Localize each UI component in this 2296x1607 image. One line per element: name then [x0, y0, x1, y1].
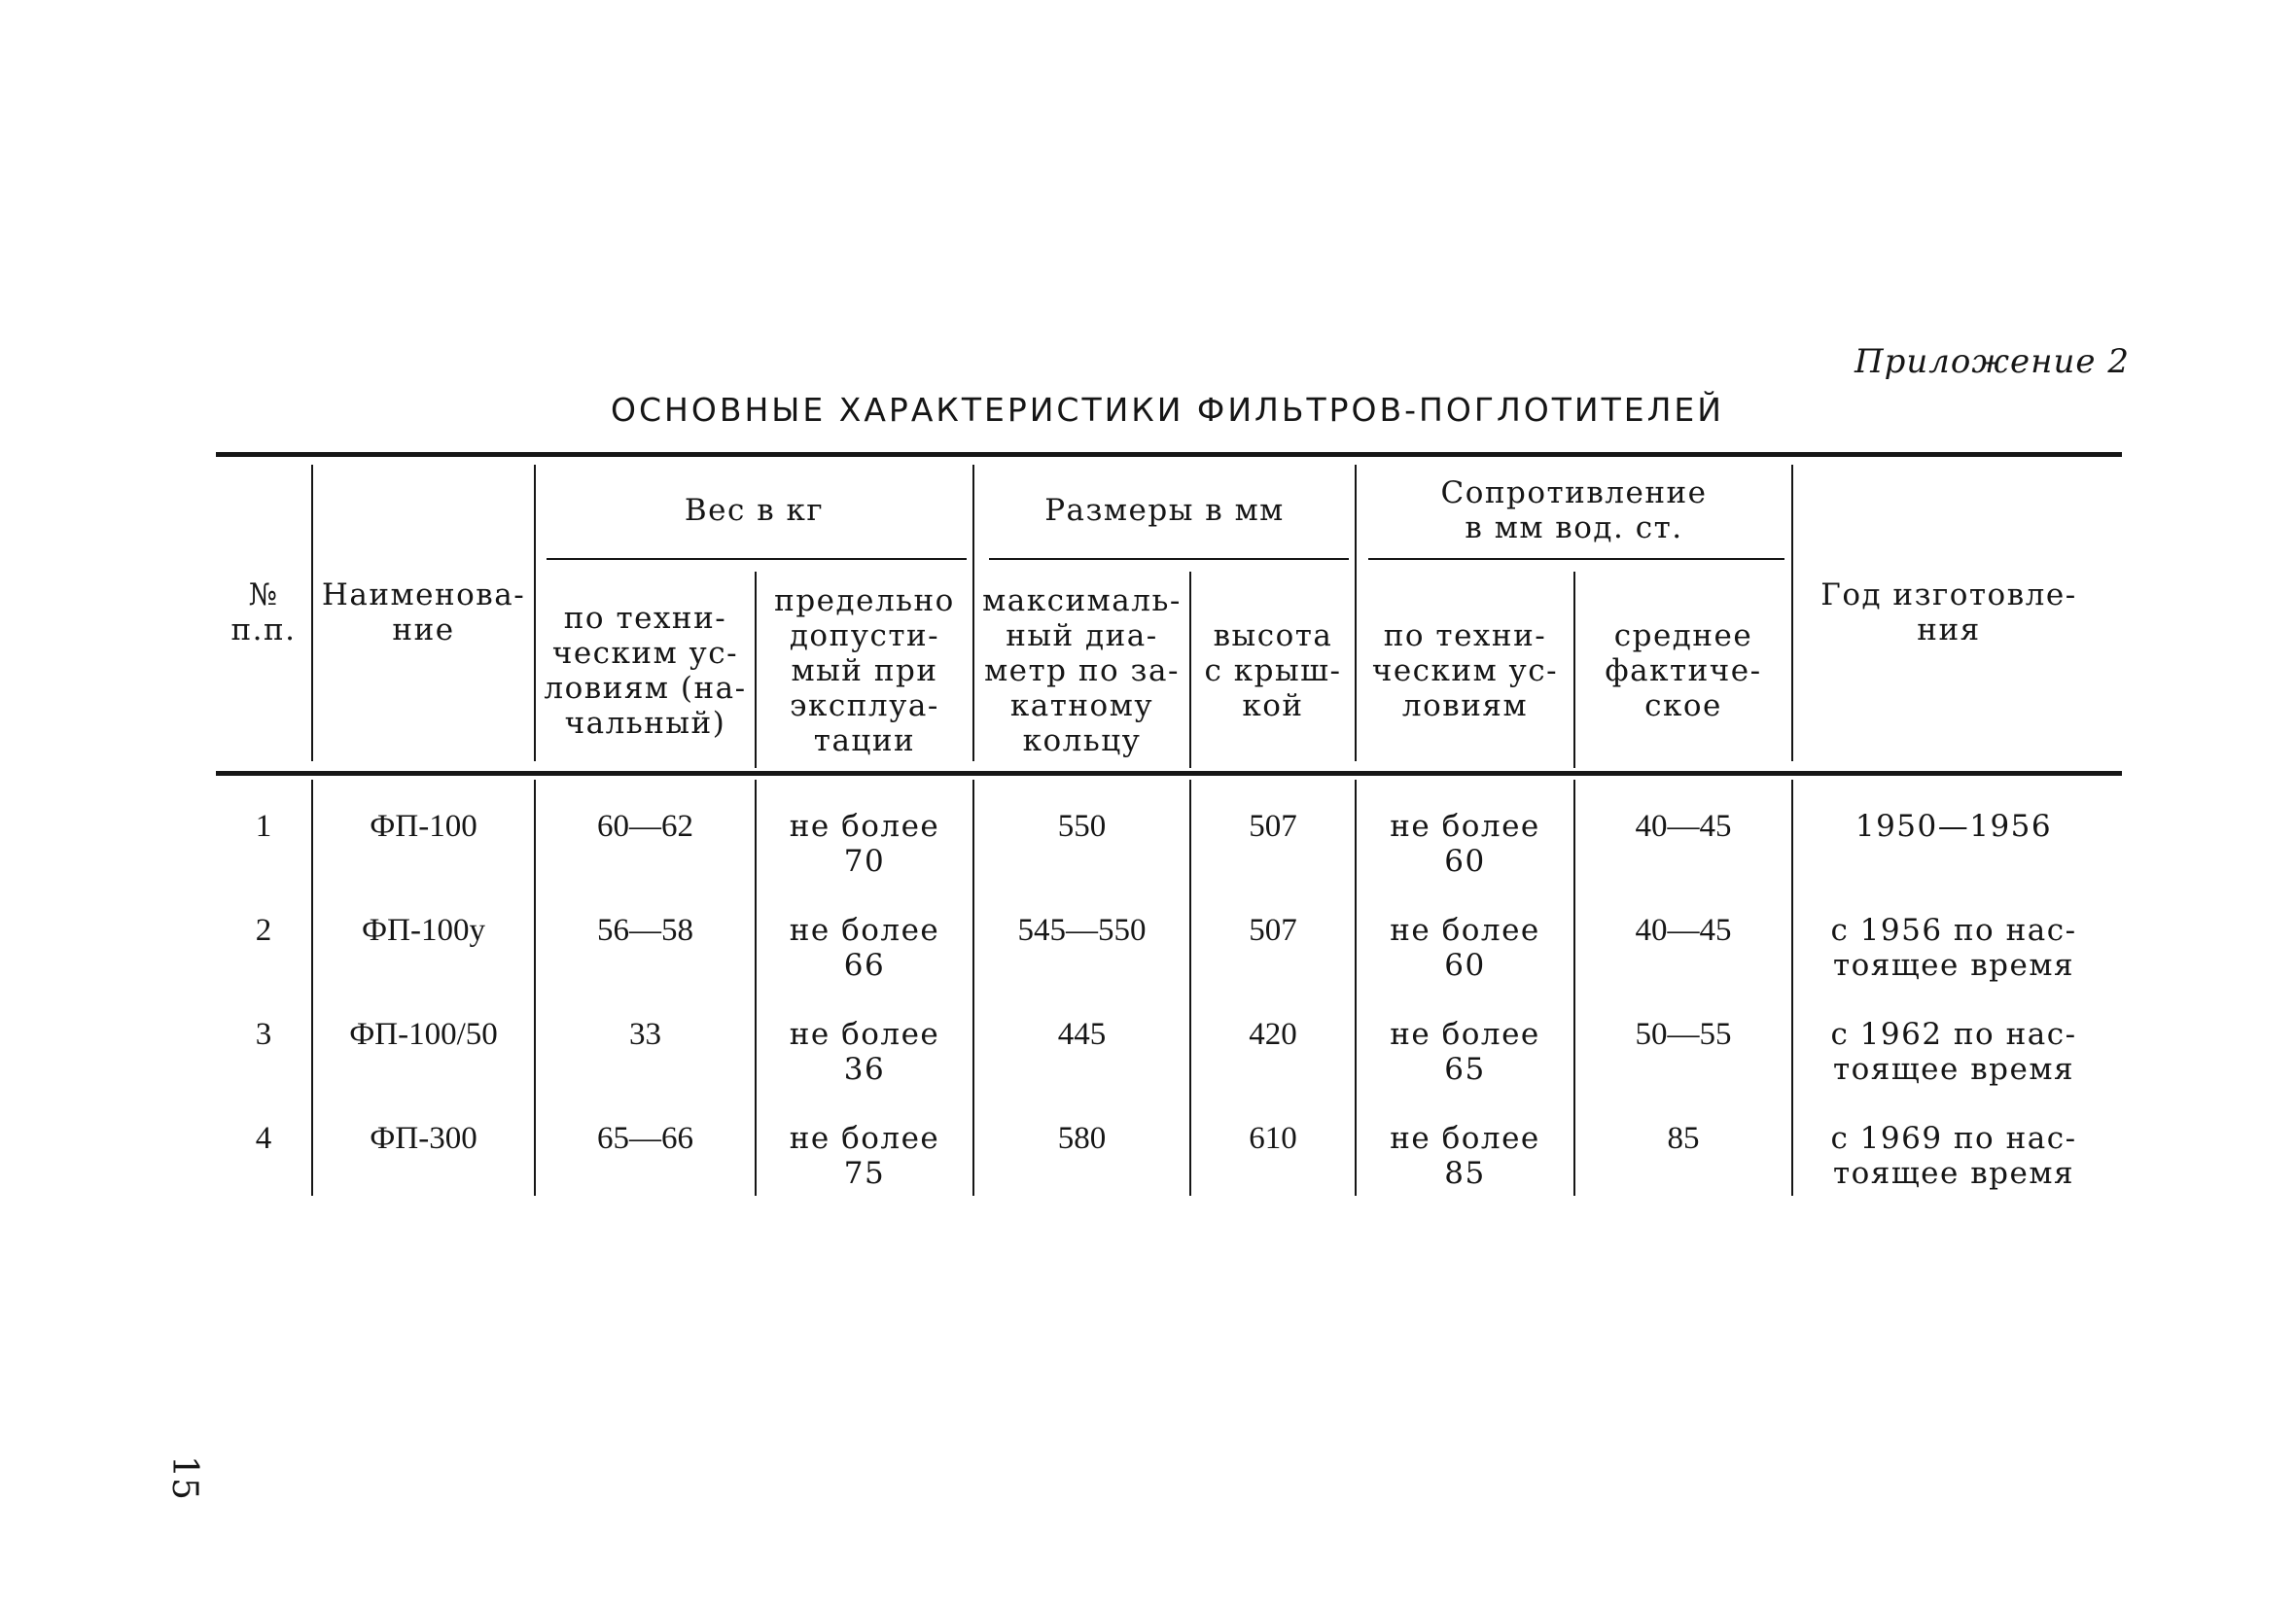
cell-height: 507 [1249, 809, 1297, 844]
page-number: 15 [164, 1455, 205, 1500]
cell-height: 610 [1249, 1121, 1297, 1156]
header-weight-limit: предельно допусти- мый при эксплуа- тации [774, 583, 955, 758]
cell-diameter: 445 [1057, 1017, 1107, 1052]
appendix-label: Приложение 2 [1854, 342, 2130, 381]
header-resistance-average: среднее фактиче- ское [1605, 618, 1762, 723]
cell-resistance-avg: 85 [1667, 1121, 1700, 1156]
cell-height: 507 [1249, 913, 1297, 948]
cell-name: ФП-300 [370, 1121, 477, 1156]
header-resistance-group: Сопротивление в мм вод. ст. [1440, 475, 1708, 545]
cell-year: с 1956 по нас- тоящее время [1830, 913, 2077, 983]
cell-weight-limit: не более 70 [789, 809, 940, 879]
header-size-group: Размеры в мм [1044, 493, 1285, 528]
group-underline [989, 558, 1349, 560]
table-title: ОСНОВНЫЕ ХАРАКТЕРИСТИКИ ФИЛЬТРОВ-ПОГЛОТИТЕЛЕЙ [611, 391, 1724, 429]
cell-resistance-avg: 40—45 [1635, 913, 1732, 948]
cell-diameter: 580 [1057, 1121, 1107, 1156]
cell-diameter: 550 [1057, 809, 1107, 844]
cell-num: 4 [255, 1121, 272, 1156]
header-weight-tech: по техни- ческим ус- ловиям (на- чальный) [544, 601, 747, 741]
cell-weight-tech: 56—58 [597, 913, 693, 948]
cell-weight-tech: 33 [629, 1017, 661, 1052]
cell-num: 2 [255, 913, 272, 948]
cell-name: ФП-100/50 [349, 1017, 498, 1052]
header-weight-group: Вес в кг [684, 493, 825, 528]
cell-year: с 1969 по нас- тоящее время [1830, 1121, 2077, 1191]
cell-resistance-tech: не более 85 [1390, 1121, 1540, 1191]
header-name: Наименова- ние [321, 577, 526, 647]
cell-weight-limit: не более 75 [789, 1121, 940, 1191]
cell-diameter: 545—550 [1017, 913, 1147, 948]
header-year: Год изготовле- ния [1820, 577, 2077, 647]
group-underline [547, 558, 967, 560]
header-size-height: высота с крыш- кой [1204, 618, 1342, 723]
group-underline [1368, 558, 1784, 560]
cell-weight-tech: 60—62 [597, 809, 693, 844]
table-top-rule [216, 452, 2122, 457]
cell-height: 420 [1249, 1017, 1297, 1052]
cell-name: ФП-100у [362, 913, 485, 948]
cell-resistance-tech: не более 60 [1390, 809, 1540, 879]
cell-name: ФП-100 [370, 809, 477, 844]
header-size-diameter: максималь- ный диа- метр по за- катному кольцу [982, 583, 1182, 758]
cell-weight-limit: не более 66 [789, 913, 940, 983]
cell-num: 1 [255, 809, 272, 844]
cell-resistance-tech: не более 60 [1390, 913, 1540, 983]
cell-resistance-avg: 40—45 [1635, 809, 1732, 844]
cell-weight-tech: 65—66 [597, 1121, 693, 1156]
header-resistance-tech: по техни- ческим ус- ловиям [1371, 618, 1559, 723]
header-num: № п.п. [230, 577, 297, 647]
cell-weight-limit: не более 36 [789, 1017, 940, 1087]
cell-year: с 1962 по нас- тоящее время [1830, 1017, 2077, 1087]
cell-resistance-tech: не более 65 [1390, 1017, 1540, 1087]
cell-year: 1950—1956 [1854, 809, 2053, 844]
cell-resistance-avg: 50—55 [1635, 1017, 1732, 1052]
cell-num: 3 [255, 1017, 272, 1052]
header-bottom-rule [216, 771, 2122, 776]
